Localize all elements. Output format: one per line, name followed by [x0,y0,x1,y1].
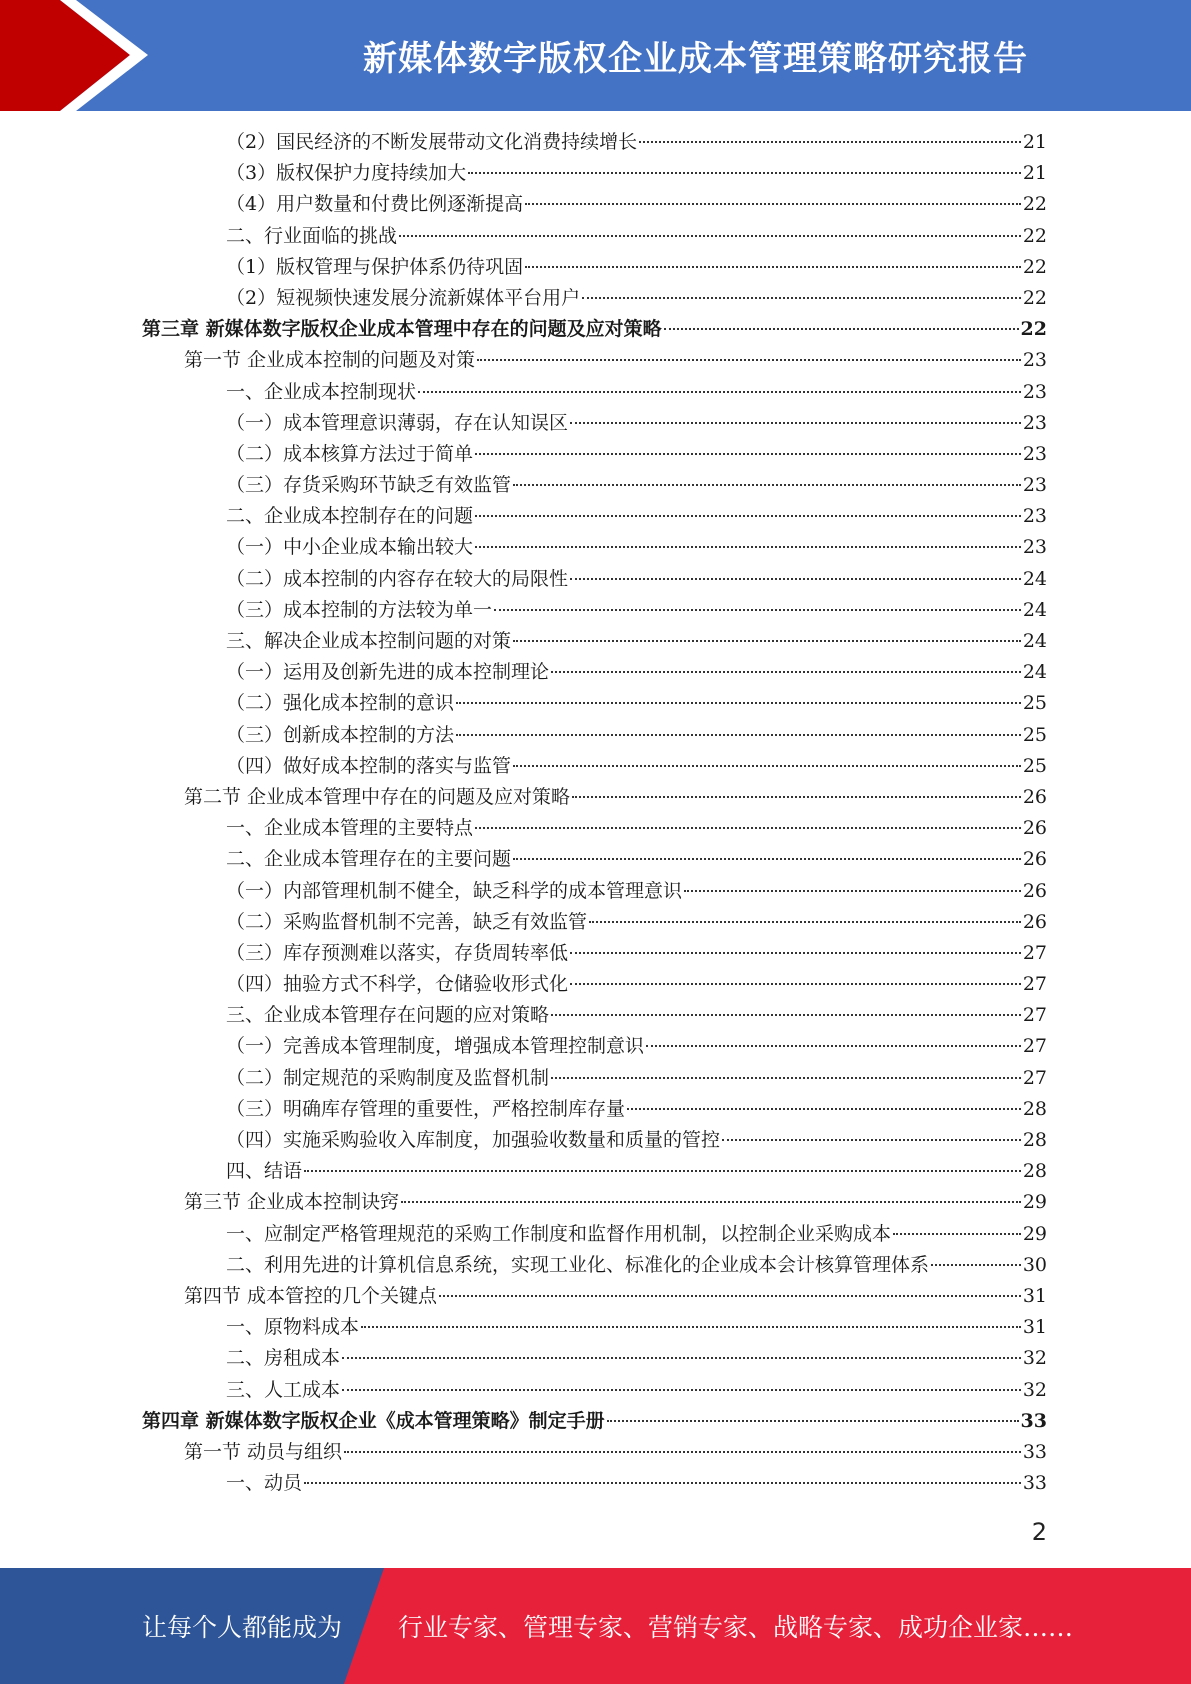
toc-entry[interactable] [0,1281,1191,1312]
toc-entry-title: 一、企业成本管理的主要特点 [226,817,474,840]
toc-entry-page: 26 [1022,848,1047,871]
toc-entry[interactable] [0,158,1191,189]
toc-entry[interactable] [0,1156,1191,1187]
toc-dot-leader [570,422,1021,424]
toc-entry-title: 第一节 动员与组织 [184,1440,343,1463]
toc-entry-title: 第四节 成本管控的几个关键点 [184,1284,438,1307]
toc-entry-title: （四）抽验方式不科学，仓储验收形式化 [226,973,569,996]
toc-entry-page: 31 [1022,1316,1047,1339]
toc-entry[interactable] [0,688,1191,719]
toc-entry-title: （1）版权管理与保护体系仍待巩固 [226,255,524,278]
toc-entry[interactable] [0,1406,1191,1437]
toc-entry[interactable] [0,439,1191,470]
toc-entry-page: 24 [1022,630,1047,652]
toc-entry[interactable] [0,969,1191,1000]
toc-dot-leader [513,765,1021,767]
toc-entry-page: 26 [1022,817,1047,840]
toc-dot-leader [570,952,1021,954]
page-number: 2 [1031,1518,1047,1546]
toc-entry-page: 23 [1022,536,1047,559]
toc-entry[interactable] [0,938,1191,969]
toc-entry[interactable] [0,657,1191,688]
toc-entry-page: 22 [1022,224,1047,247]
toc-entry-page: 26 [1022,910,1047,933]
toc-entry-title: （2）国民经济的不断发展带动文化消费持续增长 [226,131,638,153]
toc-entry[interactable] [0,1125,1191,1156]
toc-entry-page: 22 [1022,286,1047,309]
toc-dot-leader [401,1201,1021,1203]
toc-dot-leader [513,640,1021,642]
toc-entry[interactable] [0,377,1191,408]
toc-dot-leader [607,1420,1019,1422]
toc-dot-leader [551,671,1021,673]
toc-entry-title: （二）成本控制的内容存在较大的局限性 [226,567,569,590]
toc-entry-title: （一）成本管理意识薄弱，存在认知误区 [226,411,569,434]
toc-entry-title: 二、行业面临的挑战 [226,224,398,247]
toc-entry-page: 33 [1022,1440,1047,1463]
toc-entry-title: 一、企业成本控制现状 [226,380,417,403]
toc-entry-page: 28 [1022,1160,1047,1183]
toc-entry-title: （四）做好成本控制的落实与监管 [226,754,512,777]
toc-entry-title: （4）用户数量和付费比例逐渐提高 [226,193,524,216]
toc-entry-page: 27 [1022,973,1047,996]
toc-entry-page: 29 [1022,1191,1047,1214]
toc-entry-title: 二、企业成本控制存在的问题 [226,505,474,528]
toc-entry[interactable] [0,283,1191,314]
toc-entry-title: （二）成本核算方法过于简单 [226,442,474,465]
toc-dot-leader [525,266,1021,268]
toc-dot-leader [627,1108,1021,1110]
toc-entry-page: 24 [1022,567,1047,590]
toc-dot-leader [477,359,1021,361]
toc-entry[interactable] [0,1063,1191,1094]
toc-entry-title: （一）运用及创新先进的成本控制理论 [226,661,550,684]
toc-entry-page: 26 [1022,785,1047,808]
toc-entry-title: 三、人工成本 [226,1378,341,1401]
toc-dot-leader [664,328,1019,330]
toc-entry[interactable] [0,1187,1191,1218]
toc-entry-page: 32 [1022,1347,1047,1370]
toc-entry-title: 第三章 新媒体数字版权企业成本管理中存在的问题及应对策略 [142,318,662,341]
toc-dot-leader [456,702,1021,704]
toc-dot-leader [344,1451,1021,1453]
toc-dot-leader [931,1264,1021,1266]
toc-entry-page: 27 [1022,1066,1047,1089]
toc-entry-title: 二、房租成本 [226,1347,341,1370]
toc-entry[interactable] [0,127,1191,158]
toc-dot-leader [551,1077,1021,1079]
toc-entry-page: 31 [1022,1284,1047,1307]
toc-dot-leader [525,203,1021,205]
toc-entry-page: 23 [1022,380,1047,403]
footer-slogan-right: 行业专家、管理专家、营销专家、战略专家、成功企业家…… [398,1613,1074,1642]
toc-entry-page: 29 [1022,1222,1047,1245]
toc-dot-leader [399,235,1021,237]
toc-entry-title: （一）内部管理机制不健全，缺乏科学的成本管理意识 [226,879,683,902]
toc-entry-title: 一、应制定严格管理规范的采购工作制度和监督作用机制，以控制企业采购成本 [226,1222,892,1245]
toc-entry[interactable] [0,1343,1191,1374]
toc-entry[interactable] [0,813,1191,844]
toc-entry-page: 33 [1020,1409,1047,1432]
toc-entry-page: 21 [1022,162,1047,185]
toc-dot-leader [468,172,1021,174]
toc-entry[interactable] [0,408,1191,439]
toc-entry-title: （一）完善成本管理制度，增强成本管理控制意识 [226,1035,645,1058]
toc-dot-leader [513,858,1021,860]
toc-entry[interactable] [0,221,1191,252]
toc-dot-leader [589,921,1021,923]
toc-entry[interactable] [0,1250,1191,1281]
toc-entry-page: 23 [1022,505,1047,528]
toc-entry-title: 四、结语 [226,1160,303,1183]
toc-entry[interactable] [0,501,1191,532]
document-title: 新媒体数字版权企业成本管理策略研究报告 [363,39,1028,79]
toc-dot-leader [342,1357,1021,1359]
toc-entry[interactable] [0,907,1191,938]
toc-entry-title: （三）存货采购环节缺乏有效监管 [226,474,512,497]
toc-entry-title: （四）实施采购验收入库制度，加强验收数量和质量的管控 [226,1129,721,1151]
toc-entry-page: 23 [1022,474,1047,497]
toc-dot-leader [475,827,1021,829]
toc-dot-leader [304,1170,1021,1172]
toc-entry[interactable] [0,1094,1191,1125]
toc-entry[interactable] [0,564,1191,595]
toc-entry-page: 22 [1022,193,1047,216]
toc-entry-page: 27 [1022,941,1047,964]
toc-dot-leader [684,890,1021,892]
toc-entry[interactable] [0,1312,1191,1343]
toc-entry-page: 27 [1022,1004,1047,1027]
toc-entry[interactable] [0,1000,1191,1031]
toc-entry-page: 24 [1022,598,1047,621]
toc-entry-title: 第四章 新媒体数字版权企业《成本管理策略》制定手册 [142,1409,605,1432]
toc-entry-page: 25 [1022,692,1047,715]
toc-entry-title: 三、企业成本管理存在问题的应对策略 [226,1004,550,1027]
toc-entry[interactable] [0,1375,1191,1406]
toc-entry-title: 第三节 企业成本控制诀窍 [184,1191,400,1214]
toc-entry-title: （二）强化成本控制的意识 [226,692,455,715]
toc-dot-leader [456,734,1021,736]
page-header [0,0,1191,111]
toc-entry-page: 27 [1022,1035,1047,1058]
toc-entry[interactable] [0,1468,1191,1499]
toc-entry-page: 23 [1022,411,1047,434]
toc-dot-leader [418,391,1021,393]
toc-entry-page: 22 [1022,255,1047,278]
toc-dot-leader [646,1045,1021,1047]
toc-entry-title: 二、企业成本管理存在的主要问题 [226,848,512,871]
toc-dot-leader [722,1139,1021,1141]
toc-entry-title: （三）成本控制的方法较为单一 [226,598,493,621]
toc-entry-page: 32 [1022,1378,1047,1401]
toc-entry[interactable] [0,345,1191,376]
toc-entry-title: 二、利用先进的计算机信息系统，实现工业化、标准化的企业成本会计核算管理体系 [226,1253,930,1276]
toc-dot-leader [513,484,1021,486]
toc-dot-leader [893,1233,1021,1235]
toc-entry-title: 第一节 企业成本控制的问题及对策 [184,349,476,372]
toc-entry-page: 30 [1022,1253,1047,1276]
toc-entry[interactable] [0,532,1191,563]
toc-dot-leader [475,515,1021,517]
toc-entry[interactable] [0,1437,1191,1468]
toc-entry[interactable] [0,876,1191,907]
toc-entry-title: （三）创新成本控制的方法 [226,723,455,746]
toc-entry-page: 28 [1022,1129,1047,1151]
footer-slogan-left: 让每个人都能成为 [142,1613,343,1642]
toc-dot-leader [570,983,1021,985]
toc-entry[interactable] [0,470,1191,501]
toc-entry-page: 26 [1022,879,1047,902]
toc-entry[interactable] [0,314,1191,345]
toc-dot-leader [582,297,1021,299]
toc-dot-leader [639,141,1021,143]
toc-entry-page: 33 [1022,1472,1047,1495]
toc-entry[interactable] [0,782,1191,813]
table-of-contents [0,127,1191,1499]
toc-entry[interactable] [0,626,1191,657]
toc-dot-leader [361,1326,1021,1328]
toc-entry-title: （一）中小企业成本输出较大 [226,536,474,559]
toc-entry-page: 23 [1022,442,1047,465]
toc-entry-title: 一、动员 [226,1472,303,1495]
toc-entry-title: （3）版权保护力度持续加大 [226,162,467,185]
toc-entry-title: 三、解决企业成本控制问题的对策 [226,630,512,652]
toc-entry-title: 一、原物料成本 [226,1316,360,1339]
toc-entry[interactable] [0,189,1191,220]
toc-dot-leader [572,796,1021,798]
toc-dot-leader [342,1389,1021,1391]
toc-entry-page: 24 [1022,661,1047,684]
toc-entry-title: （2）短视频快速发展分流新媒体平台用户 [226,286,581,309]
toc-dot-leader [475,453,1021,455]
toc-entry-page: 23 [1022,349,1047,372]
toc-dot-leader [551,1014,1021,1016]
toc-entry[interactable] [0,751,1191,782]
toc-dot-leader [570,578,1021,580]
toc-entry-page: 21 [1022,131,1047,153]
toc-entry[interactable] [0,1219,1191,1250]
toc-dot-leader [475,546,1021,548]
toc-entry-title: （二）采购监督机制不完善，缺乏有效监管 [226,910,588,933]
toc-entry[interactable] [0,844,1191,875]
toc-entry-title: 第二节 企业成本管理中存在的问题及应对策略 [184,785,571,808]
toc-entry[interactable] [0,252,1191,283]
toc-entry-page: 25 [1022,754,1047,777]
toc-dot-leader [439,1295,1021,1297]
toc-entry[interactable] [0,1031,1191,1062]
toc-entry-title: （三）明确库存管理的重要性，严格控制库存量 [226,1097,626,1120]
toc-entry[interactable] [0,595,1191,626]
toc-entry[interactable] [0,720,1191,751]
toc-entry-page: 22 [1020,318,1047,341]
toc-entry-page: 25 [1022,723,1047,746]
page-footer [0,1568,1191,1684]
toc-entry-page: 28 [1022,1097,1047,1120]
toc-entry-title: （二）制定规范的采购制度及监督机制 [226,1066,550,1089]
toc-dot-leader [494,609,1021,611]
toc-entry-title: （三）库存预测难以落实，存货周转率低 [226,941,569,964]
toc-dot-leader [304,1482,1021,1484]
